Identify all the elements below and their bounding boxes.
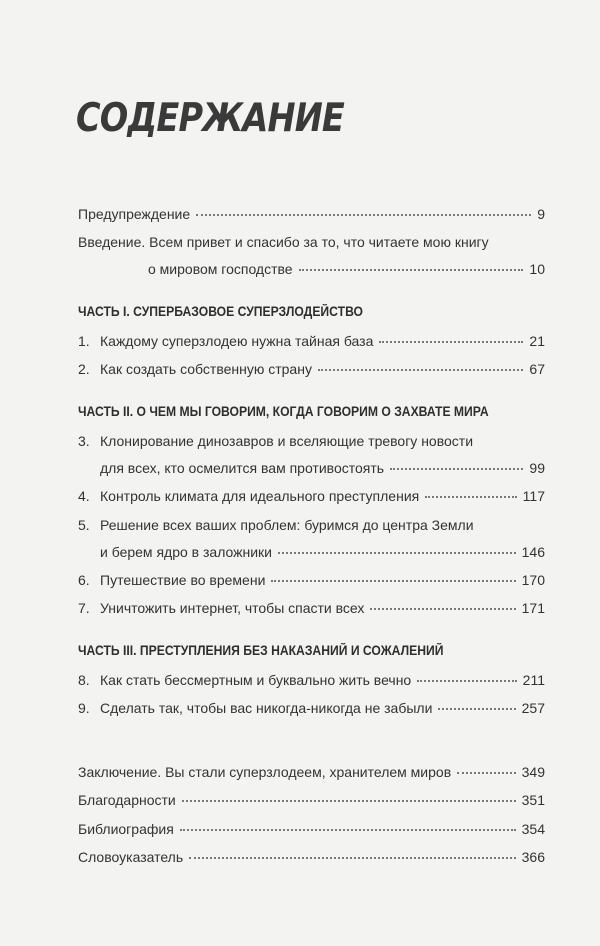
toc-entry[interactable] — [78, 488, 545, 508]
chapter-number: 8. — [78, 672, 90, 688]
entry-label: Заключение. Вы стали суперзлодеем, хранителем миров — [78, 764, 452, 780]
dot-leader — [425, 496, 516, 498]
page-number: 9 — [537, 206, 545, 222]
page-number: 171 — [521, 600, 545, 616]
entry-label: Решение всех ваших проблем: буримся до центра Земли — [100, 517, 474, 533]
page-number: 349 — [521, 764, 545, 780]
entry-label: Каждому суперзлодею нужна тайная база — [100, 333, 374, 349]
page-number: 67 — [529, 361, 545, 377]
page-number: 351 — [521, 792, 545, 808]
toc-entry[interactable] — [78, 517, 545, 537]
part-heading: ЧАСТЬ II. О ЧЕМ МЫ ГОВОРИМ, КОГДА ГОВОРИМ О ЗАХВАТЕ МИРА — [78, 404, 489, 419]
page-number: 10 — [529, 261, 545, 277]
dot-leader — [438, 708, 515, 710]
part-heading: ЧАСТЬ III. ПРЕСТУПЛЕНИЯ БЕЗ НАКАЗАНИЙ И СОЖАЛЕНИЙ — [78, 643, 444, 658]
toc-entry[interactable] — [78, 792, 545, 812]
entry-label: Как создать собственную страну — [100, 361, 312, 377]
chapter-number: 5. — [78, 517, 90, 533]
dot-leader — [370, 608, 515, 610]
toc-entry[interactable] — [78, 764, 545, 784]
entry-label: о мировом господстве — [148, 261, 293, 277]
entry-label: Уничтожить интернет, чтобы спасти всех — [100, 600, 365, 616]
entry-label: Введение. Всем привет и спасибо за то, что читаете мою книгу — [78, 234, 489, 250]
toc-entry[interactable] — [78, 672, 545, 692]
page-number: 146 — [521, 544, 545, 560]
toc-entry[interactable] — [78, 433, 545, 453]
dot-leader — [318, 369, 523, 371]
toc-entry[interactable] — [78, 361, 545, 381]
entry-label: Как стать бессмертным и буквально жить вечно — [100, 672, 412, 688]
dot-leader — [379, 341, 523, 343]
entry-label: и берем ядро в заложники — [100, 544, 273, 560]
page-number: 170 — [521, 572, 545, 588]
toc-entry-cont[interactable] — [100, 460, 545, 480]
chapter-number: 9. — [78, 700, 90, 716]
chapter-number: 7. — [78, 600, 90, 616]
page-number: 99 — [529, 460, 545, 476]
page-number: 117 — [522, 488, 545, 504]
dot-leader — [180, 829, 516, 831]
dot-leader — [417, 680, 516, 682]
toc-entry-cont[interactable] — [148, 261, 545, 281]
page-title: СОДЕРЖАНИЕ — [76, 96, 344, 141]
dot-leader — [182, 800, 516, 802]
toc-entry[interactable] — [78, 600, 545, 620]
page-number: 257 — [521, 700, 545, 716]
part-heading: ЧАСТЬ I. СУПЕРБАЗОВОЕ СУПЕРЗЛОДЕЙСТВО — [78, 304, 363, 319]
chapter-number: 2. — [78, 361, 90, 377]
toc-entry-cont[interactable] — [100, 544, 545, 564]
entry-label: Путешествие во времени — [100, 572, 266, 588]
page-number: 21 — [529, 333, 545, 349]
chapter-number: 6. — [78, 572, 90, 588]
page-number: 366 — [521, 849, 545, 865]
toc-entry[interactable] — [78, 333, 545, 353]
page-number: 354 — [521, 821, 545, 837]
entry-label: Контроль климата для идеального преступления — [100, 488, 420, 504]
entry-label: Словоуказатель — [78, 849, 184, 865]
toc-entry[interactable] — [78, 700, 545, 720]
entry-label: Благодарности — [78, 792, 176, 808]
toc-entry[interactable] — [78, 206, 545, 226]
dot-leader — [278, 552, 516, 554]
dot-leader — [189, 857, 516, 859]
toc-entry[interactable] — [78, 572, 545, 592]
entry-label: Библиография — [78, 821, 174, 837]
toc-entry[interactable] — [78, 234, 545, 254]
dot-leader — [299, 269, 524, 271]
dot-leader — [196, 214, 531, 216]
page-number: 211 — [522, 672, 545, 688]
dot-leader — [271, 580, 515, 582]
dot-leader — [390, 468, 523, 470]
entry-label: для всех, кто осмелится вам противостоять — [100, 460, 385, 476]
entry-label: Предупреждение — [78, 206, 191, 222]
chapter-number: 1. — [78, 333, 90, 349]
dot-leader — [457, 772, 516, 774]
toc-entry[interactable] — [78, 849, 545, 869]
chapter-number: 3. — [78, 433, 90, 449]
entry-label: Клонирование динозавров и вселяющие тревогу новости — [100, 433, 474, 449]
toc-entry[interactable] — [78, 821, 545, 841]
chapter-number: 4. — [78, 488, 90, 504]
entry-label: Сделать так, чтобы вас никогда-никогда не забыли — [100, 700, 433, 716]
